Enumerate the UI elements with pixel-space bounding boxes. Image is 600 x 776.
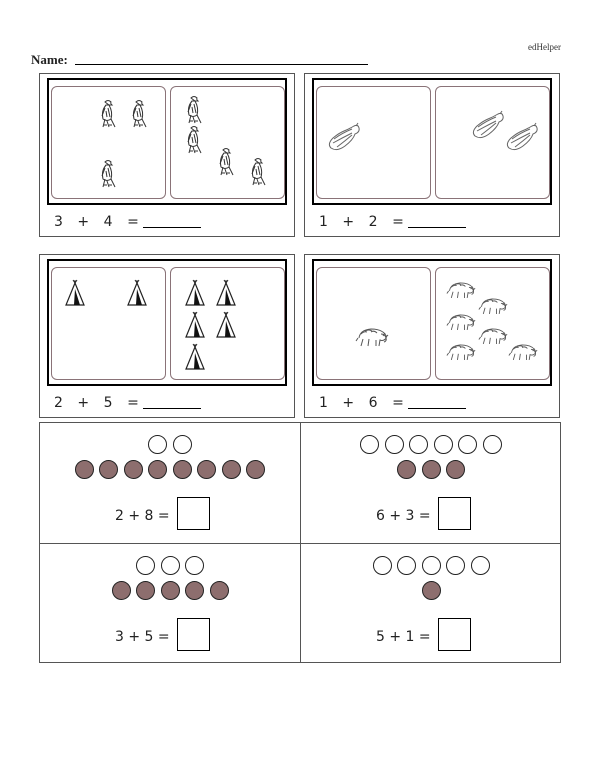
eagle-icon xyxy=(183,95,205,125)
plus-sign: + xyxy=(77,214,90,230)
plus-sign: + xyxy=(342,395,355,411)
buffalo-icon xyxy=(508,342,538,362)
circle-equation: 5 + 1 = xyxy=(376,629,431,645)
picture-frame xyxy=(312,259,552,386)
left-group-box xyxy=(51,86,166,199)
equals-sign: = xyxy=(392,214,405,230)
empty-circle xyxy=(483,435,502,454)
circle-problem-2 xyxy=(301,423,561,543)
circle-equation: 6 + 3 = xyxy=(376,508,431,524)
answer-box[interactable] xyxy=(438,618,471,651)
circle-problem-3 xyxy=(40,544,300,664)
filled-circle xyxy=(136,581,155,600)
answer-blank[interactable] xyxy=(143,408,201,409)
addend-b: 6 xyxy=(368,395,379,411)
empty-circle xyxy=(471,556,490,575)
answer-blank[interactable] xyxy=(143,227,201,228)
equation xyxy=(319,214,466,230)
left-group-box xyxy=(316,267,431,380)
picture-frame xyxy=(47,78,287,205)
filled-circle xyxy=(148,460,167,479)
buffalo-icon xyxy=(478,326,508,346)
answer-box[interactable] xyxy=(177,618,210,651)
answer-blank[interactable] xyxy=(408,227,466,228)
filled-circle xyxy=(99,460,118,479)
eagle-icon xyxy=(128,99,150,129)
eagle-icon xyxy=(183,125,205,155)
answer-blank[interactable] xyxy=(408,408,466,409)
picture-problem-2 xyxy=(304,73,560,237)
buffalo-icon xyxy=(478,296,508,316)
filled-circle xyxy=(210,581,229,600)
right-group-box xyxy=(435,86,550,199)
filled-circle xyxy=(246,460,265,479)
eagle-icon xyxy=(97,159,119,189)
picture-problem-4 xyxy=(304,254,560,418)
empty-circle xyxy=(360,435,379,454)
addend-a: 2 xyxy=(54,395,64,411)
filled-circle xyxy=(422,581,441,600)
addend-a: 1 xyxy=(319,214,329,230)
filled-circle xyxy=(197,460,216,479)
empty-circle xyxy=(136,556,155,575)
gourd-icon xyxy=(328,123,362,153)
addend-b: 4 xyxy=(103,214,114,230)
buffalo-icon xyxy=(355,326,389,348)
eagle-icon xyxy=(215,147,237,177)
circle-problem-grid xyxy=(39,422,561,663)
teepee-icon xyxy=(184,280,206,308)
filled-circle xyxy=(446,460,465,479)
teepee-icon xyxy=(215,280,237,308)
circle-problem-4 xyxy=(301,544,561,664)
name-line[interactable] xyxy=(75,64,368,65)
addend-b: 2 xyxy=(368,214,379,230)
right-group-box xyxy=(170,86,285,199)
brand-label: edHelper xyxy=(528,42,561,52)
picture-frame xyxy=(312,78,552,205)
filled-circle xyxy=(397,460,416,479)
empty-circle xyxy=(397,556,416,575)
plus-sign: + xyxy=(342,214,355,230)
equals-sign: = xyxy=(127,214,140,230)
equation xyxy=(54,395,201,411)
filled-circle xyxy=(422,460,441,479)
circle-equation: 2 + 8 = xyxy=(115,508,170,524)
filled-circle xyxy=(161,581,180,600)
buffalo-icon xyxy=(446,312,476,332)
name-label: Name: xyxy=(31,52,68,67)
circle-equation: 3 + 5 = xyxy=(115,629,170,645)
gourd-icon xyxy=(472,111,506,141)
empty-circle xyxy=(385,435,404,454)
eagle-icon xyxy=(97,99,119,129)
empty-circle xyxy=(422,556,441,575)
filled-circle xyxy=(112,581,131,600)
teepee-icon xyxy=(215,312,237,340)
equals-sign: = xyxy=(127,395,140,411)
right-group-box xyxy=(435,267,550,380)
teepee-icon xyxy=(64,280,86,308)
answer-box[interactable] xyxy=(177,497,210,530)
empty-circle xyxy=(446,556,465,575)
empty-circle xyxy=(434,435,453,454)
right-group-box xyxy=(170,267,285,380)
eagle-icon xyxy=(247,157,269,187)
circle-problem-1 xyxy=(40,423,300,543)
filled-circle xyxy=(222,460,241,479)
picture-problem-3 xyxy=(39,254,295,418)
buffalo-icon xyxy=(446,342,476,362)
picture-problem-1 xyxy=(39,73,295,237)
picture-frame xyxy=(47,259,287,386)
empty-circle xyxy=(185,556,204,575)
empty-circle xyxy=(161,556,180,575)
teepee-icon xyxy=(184,312,206,340)
empty-circle xyxy=(173,435,192,454)
buffalo-icon xyxy=(446,280,476,300)
left-group-box xyxy=(51,267,166,380)
empty-circle xyxy=(409,435,428,454)
empty-circle xyxy=(148,435,167,454)
addend-b: 5 xyxy=(103,395,114,411)
teepee-icon xyxy=(126,280,148,308)
answer-box[interactable] xyxy=(438,497,471,530)
plus-sign: + xyxy=(77,395,90,411)
equation xyxy=(319,395,466,411)
equals-sign: = xyxy=(392,395,405,411)
left-group-box xyxy=(316,86,431,199)
addend-a: 3 xyxy=(54,214,64,230)
empty-circle xyxy=(373,556,392,575)
filled-circle xyxy=(75,460,94,479)
filled-circle xyxy=(173,460,192,479)
equation xyxy=(54,214,201,230)
teepee-icon xyxy=(184,344,206,372)
filled-circle xyxy=(124,460,143,479)
filled-circle xyxy=(185,581,204,600)
gourd-icon xyxy=(506,123,540,153)
empty-circle xyxy=(458,435,477,454)
addend-a: 1 xyxy=(319,395,329,411)
